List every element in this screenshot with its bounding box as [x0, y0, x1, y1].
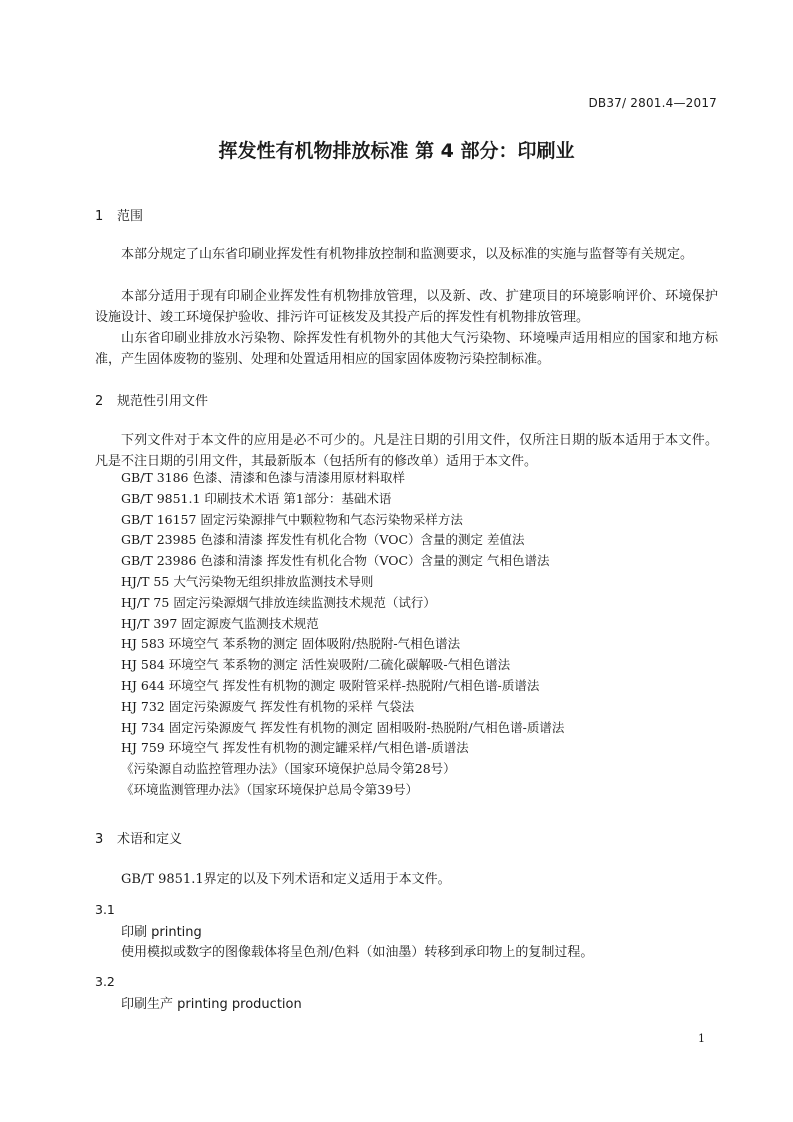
reference-item: GB/T 23986 色漆和清漆 挥发性有机化合物（VOC）含量的测定 气相色谱法	[121, 553, 550, 569]
reference-item: GB/T 9851.1 印刷技术术语 第1部分：基础术语	[121, 490, 392, 506]
reference-item: HJ/T 55 大气污染物无组织排放监测技术导则	[121, 573, 374, 589]
document-code: DB37/ 2801.4—2017	[588, 96, 717, 110]
term-number: 3.1	[95, 902, 115, 917]
section-3-intro: GB/T 9851.1界定的以及下列术语和定义适用于本文件。	[121, 872, 451, 887]
reference-item: GB/T 23985 色漆和清漆 挥发性有机化合物（VOC）含量的测定 差值法	[121, 532, 525, 548]
page-number: 1	[698, 1032, 705, 1045]
reference-item: GB/T 3186 色漆、清漆和色漆与清漆用原材料取样	[121, 470, 405, 485]
section-number: 2	[95, 394, 104, 409]
section-title: 规范性引用文件	[117, 394, 209, 409]
reference-item: GB/T 16157 固定污染源排气中颗粒物和气态污染物采样方法	[121, 511, 463, 527]
term-title: 印刷生产 printing production	[121, 997, 302, 1012]
section-2-intro: 下列文件对于本文件的应用是必不可少的。凡是注日期的引用文件，仅所注日期的版本适用于本文件。凡是不注日期的引用文件，其最新版本（包括所有的修改单）适用于本文件。	[95, 433, 718, 469]
section-number: 3	[95, 832, 104, 847]
section-2-heading	[95, 390, 208, 409]
section-number: 1	[95, 209, 104, 224]
reference-item: HJ 584 环境空气 苯系物的测定 活性炭吸附/二硫化碳解吸-气相色谱法	[121, 657, 511, 673]
reference-item: HJ 583 环境空气 苯系物的测定 固体吸附/热脱附-气相色谱法	[121, 636, 461, 652]
section-title: 术语和定义	[117, 832, 183, 847]
reference-item: 《环境监测管理办法》（国家环境保护总局令第39号）	[121, 781, 419, 797]
section-1-paragraph: 本部分规定了山东省印刷业挥发性有机物排放控制和监测要求，以及标准的实施与监督等有关规定。	[121, 247, 694, 262]
reference-item: HJ 732 固定污染源废气 挥发性有机物的采样 气袋法	[121, 698, 415, 714]
term-number: 3.2	[95, 974, 115, 989]
reference-item: HJ/T 397 固定源废气监测技术规范	[121, 615, 319, 631]
reference-item: HJ/T 75 固定污染源烟气排放连续监测技术规范（试行）	[121, 594, 436, 610]
section-1-heading	[95, 205, 143, 224]
term-definition: 使用模拟或数字的图像载体将呈色剂/色料（如油墨）转移到承印物上的复制过程。	[121, 945, 594, 960]
section-1-paragraph: 本部分适用于现有印刷企业挥发性有机物排放管理，以及新、改、扩建项目的环境影响评价、环境保护设施设计、竣工环境保护验收、排污许可证核发及其投产后的挥发性有机物排放管理。	[95, 289, 718, 325]
section-3-heading	[95, 828, 182, 847]
term-title: 印刷 printing	[121, 925, 202, 940]
page-title: 挥发性有机物排放标准 第 4 部分：印刷业	[218, 140, 575, 162]
section-title: 范围	[117, 209, 144, 224]
reference-list	[121, 468, 564, 801]
reference-item: HJ 644 环境空气 挥发性有机物的测定 吸附管采样-热脱附/气相色谱-质谱法	[121, 677, 540, 693]
reference-item: 《污染源自动监控管理办法》（国家环境保护总局令第28号）	[121, 761, 456, 777]
section-1-paragraph: 山东省印刷业排放水污染物、除挥发性有机物外的其他大气污染物、环境噪声适用相应的国家和地方标准，产生固体废物的鉴别、处理和处置适用相应的国家固体废物污染控制标准。	[95, 331, 718, 367]
reference-item: HJ 759 环境空气 挥发性有机物的测定罐采样/气相色谱-质谱法	[121, 740, 469, 756]
reference-item: HJ 734 固定污染源废气 挥发性有机物的测定 固相吸附-热脱附/气相色谱-质谱法	[121, 719, 565, 735]
